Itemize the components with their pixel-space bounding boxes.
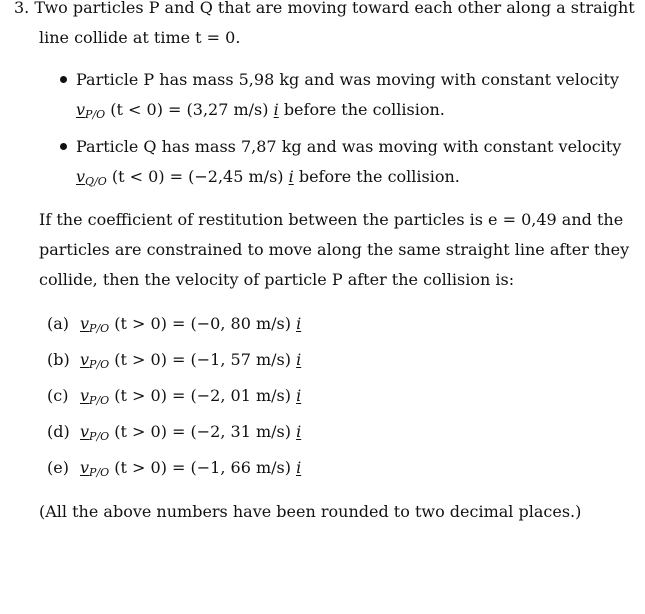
option-label: (b): [47, 350, 70, 369]
bullet-2-tail: before the collision.: [298, 167, 460, 186]
velocity-condition: (t < 0) = (−2,45 m/s): [111, 167, 284, 186]
problem-intro-line-1: [14, 0, 635, 18]
option-label: (c): [47, 386, 69, 405]
option-expression: (t > 0) = (−0, 80 m/s): [114, 314, 291, 333]
velocity-subscript: P/O: [85, 108, 106, 121]
velocity-symbol: v: [76, 100, 86, 119]
velocity-symbol: v: [80, 458, 90, 477]
bullet-2-line-1: Particle Q has mass 7,87 kg and was moving with constant velocity: [76, 137, 622, 156]
velocity-symbol: v: [80, 422, 90, 441]
option-expression: (t > 0) = (−1, 66 m/s): [114, 458, 291, 477]
question-line-1: If the coefficient of restitution between the particles is e = 0,49 and the: [39, 210, 624, 229]
unit-vector-i: i: [296, 386, 302, 405]
velocity-subscript: P/O: [89, 358, 110, 371]
velocity-subscript: Q/O: [85, 175, 107, 188]
option-label: (a): [47, 314, 70, 333]
unit-vector-i: i: [296, 422, 302, 441]
velocity-condition: (t < 0) = (3,27 m/s): [110, 100, 269, 119]
velocity-symbol: v: [80, 386, 90, 405]
problem-number: 3.: [14, 0, 30, 17]
velocity-subscript: P/O: [89, 430, 110, 443]
unit-vector-i: i: [273, 100, 279, 119]
option-label: (e): [47, 458, 69, 477]
velocity-subscript: P/O: [89, 394, 110, 407]
option-expression: (t > 0) = (−1, 57 m/s): [114, 350, 291, 369]
bullet-marker: [60, 143, 67, 150]
rounding-footnote: (All the above numbers have been rounded to two decimal places.): [39, 502, 582, 521]
bullet-2-line-2: [76, 167, 460, 192]
unit-vector-i: i: [296, 314, 302, 333]
answer-option-b[interactable]: [47, 350, 301, 375]
bullet-1-line-2: [76, 100, 445, 125]
answer-option-e[interactable]: [47, 458, 301, 483]
problem-intro-line-2: line collide at time t = 0.: [39, 28, 241, 47]
answer-option-a[interactable]: [47, 314, 301, 339]
bullet-marker: [60, 76, 67, 83]
velocity-symbol: v: [80, 314, 90, 333]
option-expression: (t > 0) = (−2, 01 m/s): [114, 386, 291, 405]
problem-intro-text-1: Two particles P and Q that are moving toward each other along a straight: [34, 0, 635, 17]
answer-option-c[interactable]: [47, 386, 301, 411]
velocity-symbol: v: [76, 167, 86, 186]
option-expression: (t > 0) = (−2, 31 m/s): [114, 422, 291, 441]
unit-vector-i: i: [296, 350, 302, 369]
question-line-2: particles are constrained to move along the same straight line after they: [39, 240, 630, 259]
question-line-3: collide, then the velocity of particle P after the collision is:: [39, 270, 515, 289]
answer-option-d[interactable]: [47, 422, 301, 447]
option-label: (d): [47, 422, 70, 441]
bullet-1-line-1: Particle P has mass 5,98 kg and was moving with constant velocity: [76, 70, 619, 89]
velocity-subscript: P/O: [89, 322, 110, 335]
bullet-1-tail: before the collision.: [283, 100, 445, 119]
velocity-subscript: P/O: [89, 466, 110, 479]
unit-vector-i: i: [288, 167, 294, 186]
unit-vector-i: i: [296, 458, 302, 477]
velocity-symbol: v: [80, 350, 90, 369]
